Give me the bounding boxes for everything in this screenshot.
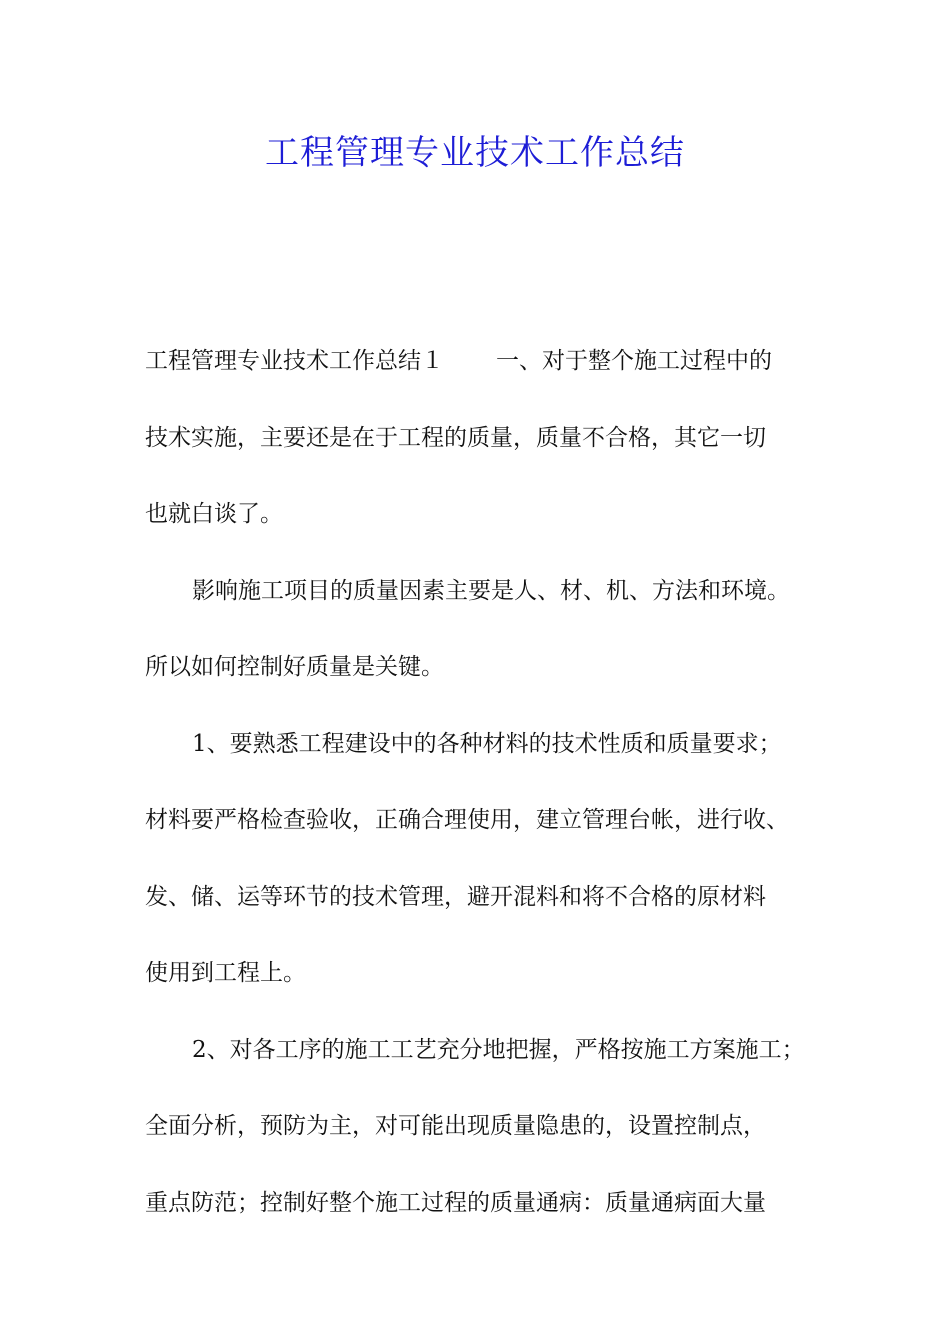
- document-title: 工程管理专业技术工作总结: [265, 133, 685, 173]
- text-run: 一、对于整个施工过程中的: [496, 348, 772, 374]
- text-line: [145, 338, 817, 415]
- text-line: 1、要熟悉工程建设中的各种材料的技术性质和质量要求；: [192, 730, 782, 757]
- text-line: 所以如何控制好质量是关键。: [145, 654, 444, 680]
- text-line: 2、对各工序的施工工艺充分地把握，严格按施工方案施工；: [192, 1036, 805, 1063]
- text-line: 影响施工项目的质量因素主要是人、材、机、方法和环境。: [192, 577, 790, 604]
- text-line: 使用到工程上。: [145, 960, 306, 986]
- text-line: 技术实施，主要还是在于工程的质量，质量不合格，其它一切: [145, 424, 766, 451]
- text-line: 全面分析，预防为主，对可能出现质量隐患的，设置控制点，: [145, 1113, 766, 1139]
- section-heading: 工程管理专业技术工作总结１: [145, 348, 444, 374]
- document-body: [145, 338, 817, 1256]
- text-line: 材料要严格检查验收，正确合理使用，建立管理台帐，进行收、: [145, 807, 789, 833]
- text-line: 发、储、运等环节的技术管理，避开混料和将不合格的原材料: [145, 883, 766, 910]
- text-line: 也就白谈了。: [145, 501, 283, 527]
- text-line: 重点防范；控制好整个施工过程的质量通病：质量通病面大量: [145, 1189, 766, 1216]
